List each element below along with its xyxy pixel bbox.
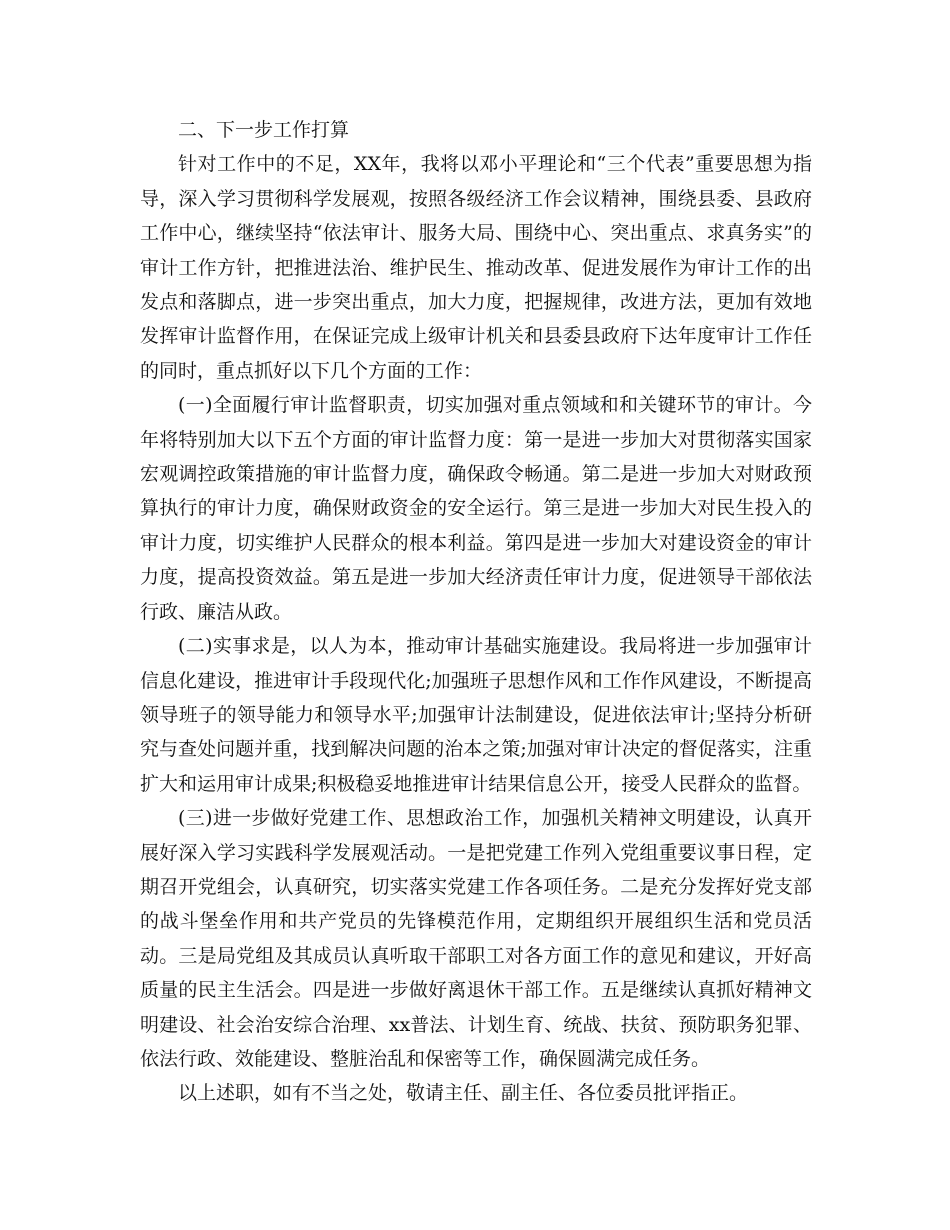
paragraph-item-2: (二)实事求是，以人为本，推动审计基础实施建设。我局将进一步加强审计信息化建设，推进审计手段现代化;加强班子思想作风和工作作风建设，不断提高领导班子的领导能力和领导水平;加强审计法制建设，促进依法审计;坚持分析研究与查处问题并重，找到解决问题的治本之策;加强对审计决定的督促落实，注重扩大和运用审计成果;积极稳妥地推进审计结果信息公开，接受人民群众的监督。 bbox=[140, 635, 812, 795]
section-heading: 二、下一步工作打算 bbox=[178, 119, 350, 141]
paragraph-intro: 针对工作中的不足，XX年，我将以邓小平理论和“三个代表”重要思想为指导，深入学习贯彻科学发展观，按照各级经济工作会议精神，围绕县委、县政府工作中心，继续坚持“依法审计、服务大局、围绕中心、突出重点、求真务实”的审计工作方针，把推进法治、维护民生、推动改革、促进发展作为审计工作的出发点和落脚点，进一步突出重点，加大力度，把握规律，改进方法，更加有效地发挥审计监督作用，在保证完成上级审计机关和县委县政府下达年度审计工作任的同时，重点抓好以下几个方面的工作： bbox=[140, 153, 812, 382]
paragraph-item-3: (三)进一步做好党建工作、思想政治工作，加强机关精神文明建设，认真开展好深入学习实践科学发展观活动。一是把党建工作列入党组重要议事日程，定期召开党组会，认真研究，切实落实党建工作各项任务。二是充分发挥好党支部的战斗堡垒作用和共产党员的先锋模范作用，定期组织开展组织生活和党员活动。三是局党组及其成员认真听取干部职工对各方面工作的意见和建议，开好高质量的民主生活会。四是进一步做好离退休干部工作。五是继续认真抓好精神文明建设、社会治安综合治理、xx普法、计划生育、统战、扶贫、预防职务犯罪、依法行政、效能建设、整脏治乱和保密等工作，确保圆满完成任务。 bbox=[140, 807, 812, 1070]
document-body bbox=[140, 113, 812, 1111]
paragraph-closing: 以上述职，如有不当之处，敬请主任、副主任、各位委员批评指正。 bbox=[178, 1082, 749, 1105]
paragraph-item-1: (一)全面履行审计监督职责，切实加强对重点领域和和关键环节的审计。今年将特别加大以下五个方面的审计监督力度：第一是进一步加大对贯彻落实国家宏观调控政策措施的审计监督力度，确保政令畅通。第二是进一步加大对财政预算执行的审计力度，确保财政资金的安全运行。第三是进一步加大对民生投入的审计力度，切实维护人民群众的根本利益。第四是进一步加大对建设资金的审计力度，提高投资效益。第五是进一步加大经济责任审计力度，促进领导干部依法行政、廉洁从政。 bbox=[140, 394, 812, 623]
